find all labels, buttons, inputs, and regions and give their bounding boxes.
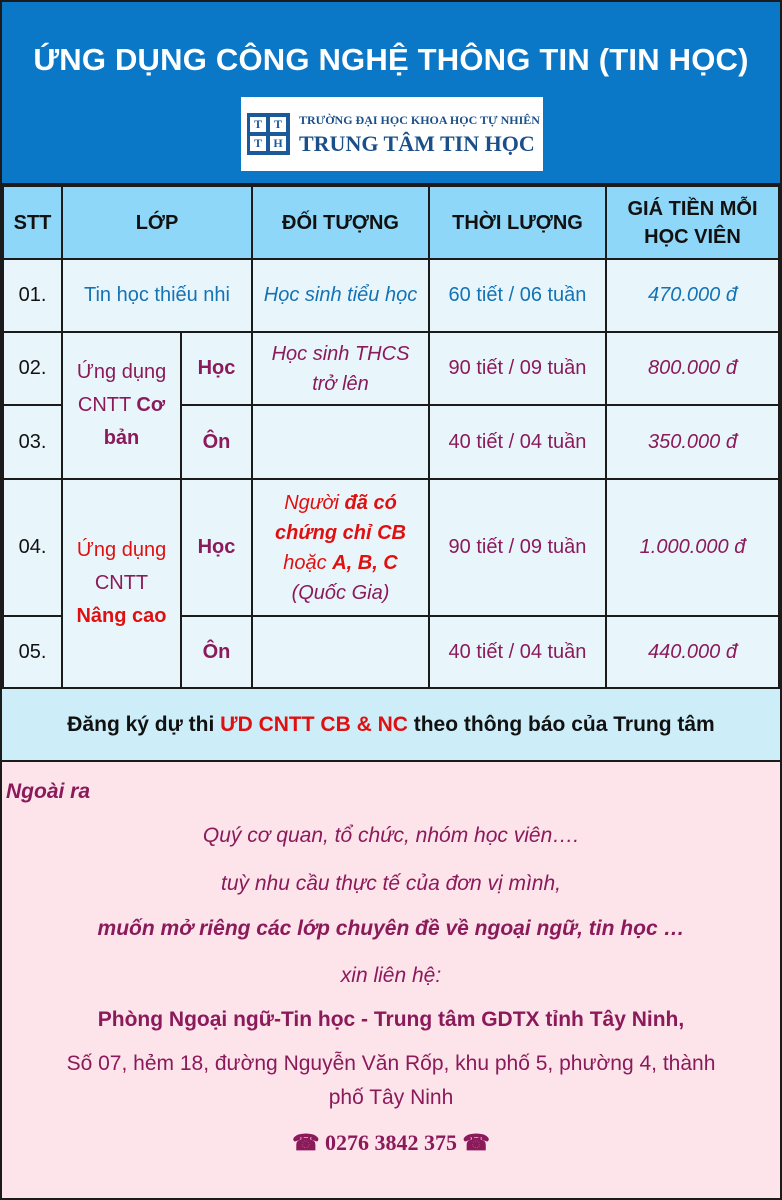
page-title: ỨNG DỤNG CÔNG NGHỆ THÔNG TIN (TIN HỌC) [33, 42, 749, 77]
group-basic-lop-line3: bản [103, 427, 140, 449]
contact-section [2, 762, 780, 1198]
row-01-doi-tuong: Học sinh tiểu học [251, 258, 430, 333]
footer-line-2: tuỳ nhu cầu thực tế của đơn vị mình, [220, 872, 562, 895]
register-highlight: ƯD CNTT CB & NC [220, 712, 408, 736]
row-02-gia: 800.000 đ [605, 331, 780, 406]
row-04-doi-tuong-line3 [283, 548, 398, 578]
row-02-doi-tuong-line1: Học sinh THCS [271, 342, 410, 365]
logo-mark-icon [247, 113, 290, 155]
phone-icon: ☎ [292, 1130, 320, 1155]
row-05-stt: 05. [2, 615, 63, 689]
row-04-doi-tuong-line2: chứng chỉ CB [275, 521, 406, 544]
row-03-stt: 03. [2, 404, 63, 480]
logo-center-name: TRUNG TÂM TIN HỌC [299, 131, 535, 156]
row-03-thoi-luong: 40 tiết / 04 tuần [428, 404, 607, 480]
phone-number[interactable]: 0276 3842 375 [325, 1130, 457, 1155]
footer-line-4: xin liên hệ: [340, 964, 442, 987]
group-basic-lop-cntt: CNTT [77, 394, 137, 416]
col-header-gia-line1: GIÁ TIỀN MỖI [627, 197, 758, 220]
row-04-doi-tuong [251, 478, 430, 617]
row-01-lop: Tin học thiếu nhi [61, 258, 253, 333]
logo-mark-letter: H [270, 136, 286, 151]
col-header-lop: LỚP [61, 185, 253, 260]
group-advanced-lop-line3: Nâng cao [76, 605, 167, 627]
row-04-doi-tuong-line1 [284, 488, 397, 518]
logo-mark-letter: T [270, 117, 286, 132]
row-05-gia: 440.000 đ [605, 615, 780, 689]
footer-line-1: Quý cơ quan, tổ chức, nhóm học viên…. [202, 824, 580, 847]
footer-department: Phòng Ngoại ngữ-Tin học - Trung tâm GDTX tỉnh Tây Ninh, [97, 1008, 685, 1031]
col-header-doi-tuong: ĐỐI TƯỢNG [251, 185, 430, 260]
row-01-stt: 01. [2, 258, 63, 333]
footer-line-3: muốn mở riêng các lớp chuyên đề về ngoại ngữ, tin học … [97, 917, 685, 940]
col-header-stt: STT [2, 185, 63, 260]
footer-address-line-2: phố Tây Ninh [328, 1086, 454, 1109]
row-04-doi-tuong-line4: (Quốc Gia) [291, 581, 390, 604]
row-01-thoi-luong: 60 tiết / 06 tuần [428, 258, 607, 333]
row-03-doi-tuong [251, 404, 430, 480]
row-03-type: Ôn [180, 404, 253, 480]
row-05-doi-tuong [251, 615, 430, 689]
logo-mark-letter: T [250, 136, 266, 151]
group-basic-lop-line2 [78, 389, 165, 422]
row-04-dt-nguoi: Người [284, 491, 345, 514]
logo-university-name: TRƯỜNG ĐẠI HỌC KHOA HỌC TỰ NHIÊN [299, 113, 540, 127]
col-header-gia [605, 185, 780, 260]
row-02-doi-tuong [251, 331, 430, 406]
group-advanced-lop-line2: CNTT [94, 572, 149, 594]
col-header-thoi-luong: THỜI LƯỢNG [428, 185, 607, 260]
footer-address-line-1: Số 07, hẻm 18, đường Nguyễn Văn Rốp, khu phố 5, phường 4, thành [66, 1052, 716, 1075]
flyer-header [2, 2, 780, 185]
register-suffix: theo thông báo của Trung tâm [407, 712, 715, 736]
phone-icon: ☎ [462, 1130, 490, 1155]
group-basic-lop-co: Cơ [136, 394, 166, 416]
footer-phone [2, 1130, 780, 1156]
exam-registration-note [2, 687, 780, 762]
row-04-dt-hoac: hoặc [283, 551, 333, 574]
row-05-thoi-luong: 40 tiết / 04 tuần [428, 615, 607, 689]
col-header-gia-line2: HỌC VIÊN [644, 225, 741, 248]
group-basic-lop [61, 331, 182, 480]
row-02-stt: 02. [2, 331, 63, 406]
row-04-type: Học [180, 478, 253, 617]
group-advanced-lop [61, 478, 182, 689]
row-04-gia: 1.000.000 đ [605, 478, 780, 617]
footer-intro: Ngoài ra [6, 780, 91, 803]
row-04-stt: 04. [2, 478, 63, 617]
group-basic-lop-line1: Ứng dụng [76, 361, 167, 383]
group-advanced-lop-line1: Ứng dụng [76, 539, 167, 561]
row-02-doi-tuong-line2: trở lên [312, 372, 369, 395]
row-01-gia: 470.000 đ [605, 258, 780, 333]
logo-mark-letter: T [250, 117, 266, 132]
row-02-thoi-luong: 90 tiết / 09 tuần [428, 331, 607, 406]
center-logo [241, 97, 543, 171]
row-05-type: Ôn [180, 615, 253, 689]
row-04-dt-abc: A, B, C [332, 551, 398, 574]
row-04-dt-da-co: đã có [344, 491, 397, 514]
row-02-type: Học [180, 331, 253, 406]
row-04-thoi-luong: 90 tiết / 09 tuần [428, 478, 607, 617]
row-03-gia: 350.000 đ [605, 404, 780, 480]
register-prefix: Đăng ký dự thi [67, 712, 221, 736]
